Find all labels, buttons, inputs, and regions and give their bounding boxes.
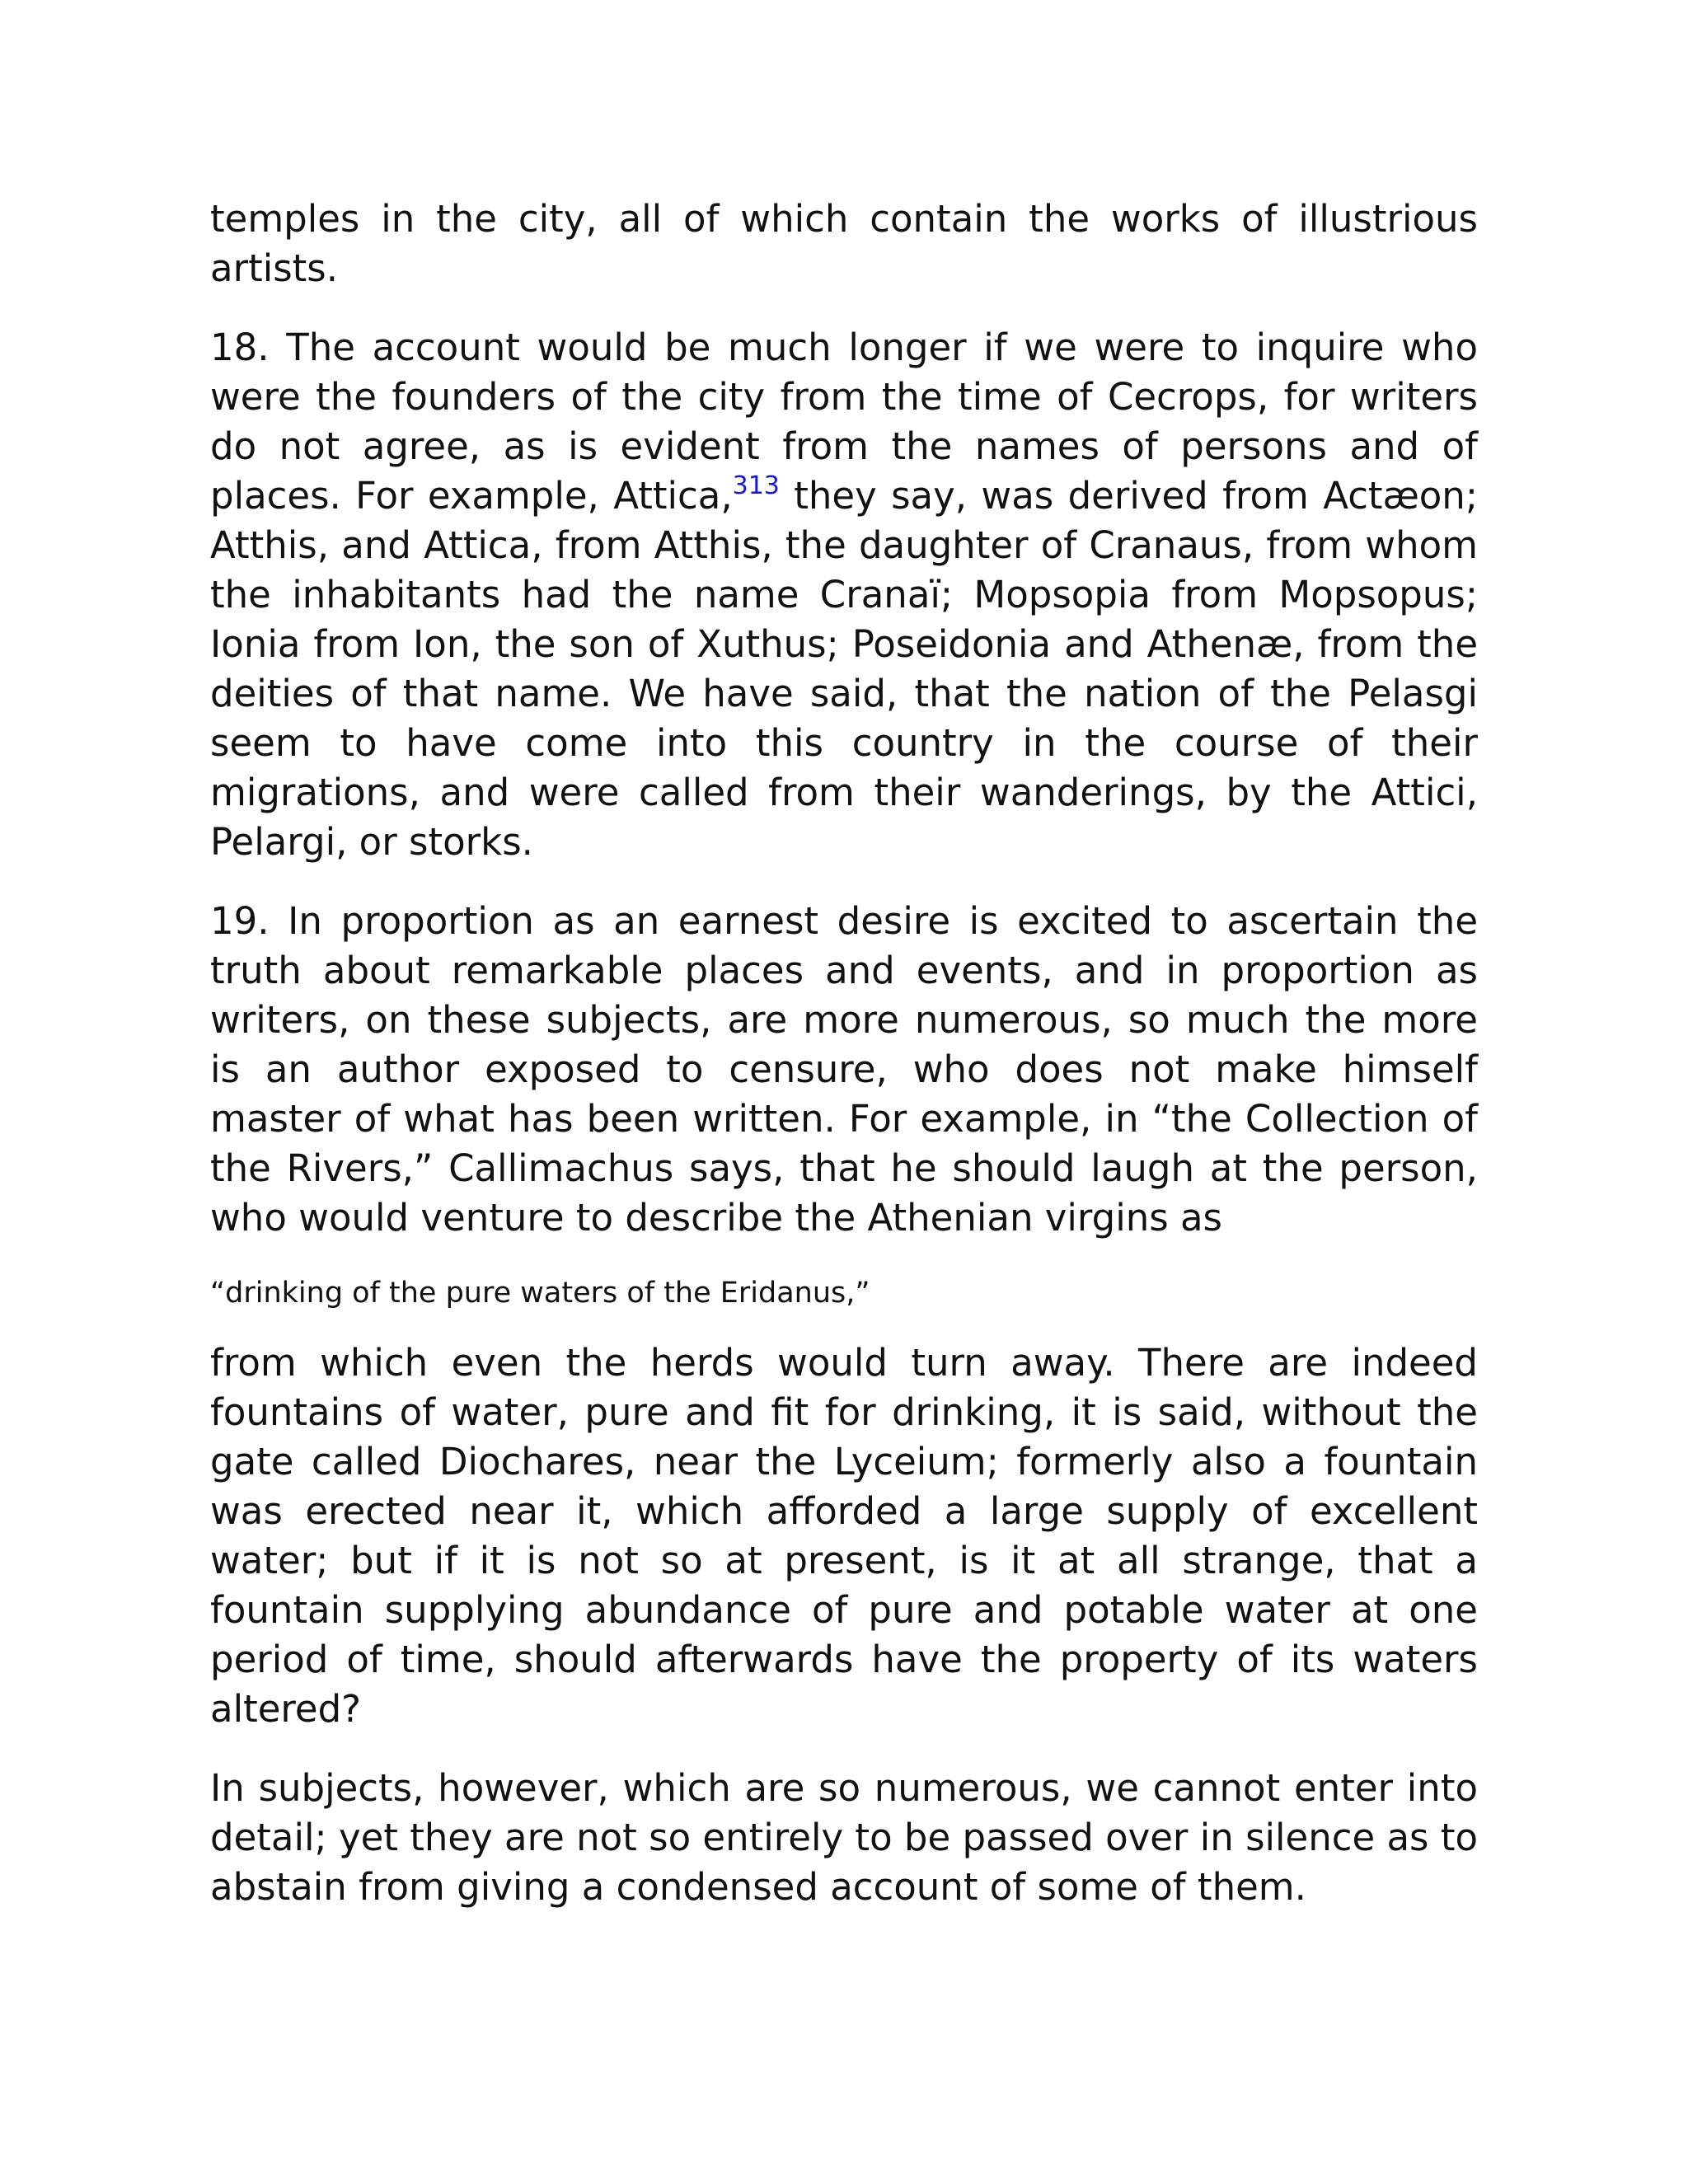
block-quote: “drinking of the pure waters of the Eridanus,”	[210, 1277, 870, 1310]
paragraph-18-text-start: 18. The account would be much longer if we were to inquire who were the founders of the city from the time of Cecrops, for writers do not agree, as is evident from the names of persons and of places. For example, Attica,	[210, 326, 1478, 518]
paragraph-18	[210, 323, 1478, 867]
footnote-link-313[interactable]: 313	[732, 471, 780, 500]
paragraph-18-text-end: they say, was derived from Actæon; Atthis, and Attica, from Atthis, the daughter of Cranaus, from whom the inhabitants had the name Cranaï; Mopsopia from Mopsopus; Ionia from Ion, the son of Xuthus; Poseidonia and Athenæ, from the deities of that name. We have said, that the nation of the Pelasgi seem to have come into this country in the course of their migrations, and were called from their wanderings, by the Attici, Pelargi, or storks.	[210, 474, 1478, 864]
document-page	[210, 194, 1478, 1942]
paragraph-fountains: from which even the herds would turn away. There are indeed fountains of water, pure and fit for drinking, it is said, without the gate called Diochares, near the Lyceium; formerly also a fountain was erected near it, which afforded a large supply of excellent water; but if it is not so at present, is it at all strange, that a fountain supplying abundance of pure and potable water at one period of time, should afterwards have the property of its waters altered?	[210, 1341, 1478, 1731]
paragraph-temples: temples in the city, all of which contain the works of illustrious artists.	[210, 197, 1478, 290]
paragraph-19: 19. In proportion as an earnest desire is excited to ascertain the truth about remarkable places and events, and in proportion as writers, on these subjects, are more numerous, so much the more is an author exposed to censure, who does not make himself master of what has been written. For example, in “the Collection of the Rivers,” Callimachus says, that he should laugh at the person, who would venture to describe the Athenian virgins as	[210, 899, 1478, 1240]
paragraph-subjects: In subjects, however, which are so numerous, we cannot enter into detail; yet they are not so entirely to be passed over in silence as to abstain from giving a condensed account of some of them.	[210, 1766, 1478, 1909]
